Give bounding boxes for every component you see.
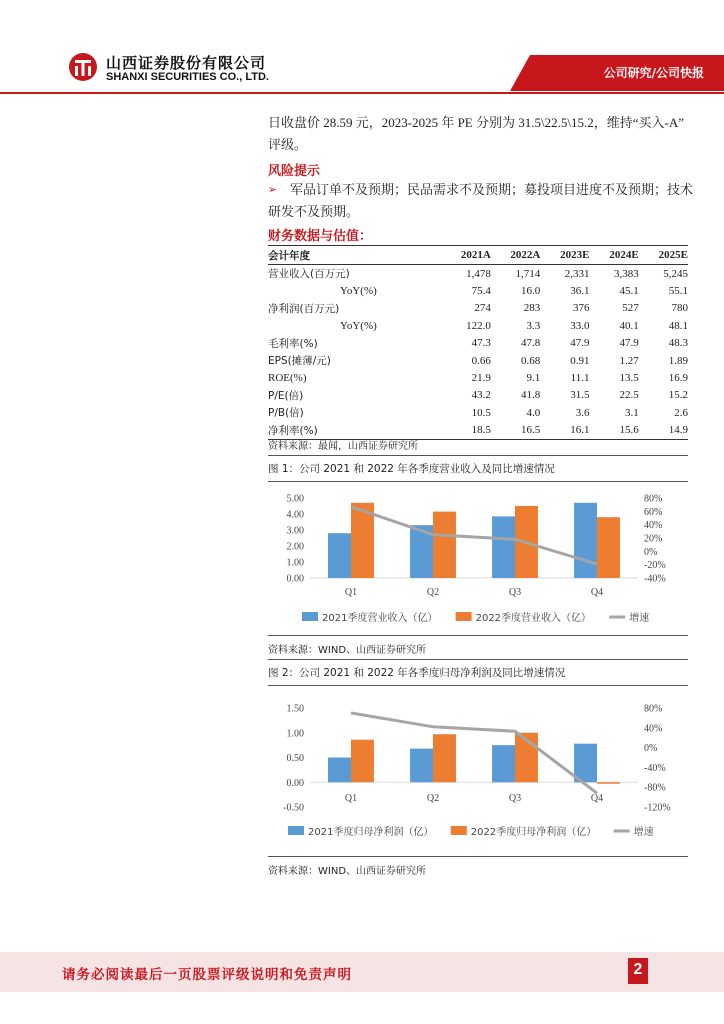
table-header-row [268,246,688,265]
figure-1-top-rule [268,455,688,456]
figure-2-source: 资料来源：WIND、山西证券研究所 [268,866,427,877]
y2-tick-label: 40% [644,520,663,532]
x-tick-label: Q2 [426,793,440,804]
y2-tick-label: -40% [644,573,666,585]
footer-disclaimer: 请务必阅读最后一页股票评级说明和免责声明 [62,967,352,983]
revenue-chart [268,485,688,635]
table-cell: 3.6 [575,406,590,419]
table-cell: 780 [671,302,688,315]
net-profit-chart [268,690,688,855]
y-tick-label: 1.00 [286,728,304,740]
column-header: 2023E [540,246,589,265]
table-row [268,282,688,299]
table-cell: 3,383 [613,267,639,280]
x-tick-label: Q4 [590,793,604,804]
table-cell: 1,714 [515,267,541,280]
legend-label: 2022季度归母净利润（亿） [470,827,597,838]
bar-mark [574,744,597,783]
figure-1-title-rule [268,481,688,482]
table-cell: 15.6 [590,422,639,440]
intro-line-2: 评级。 [268,137,308,152]
table-cell: 47.9 [570,337,590,350]
table-cell: 22.5 [619,389,639,402]
row-label: YoY(%) [340,319,377,332]
y2-tick-label: 0% [644,743,658,755]
logo-icon [68,52,98,82]
table-cell: 2,331 [564,267,590,280]
y2-tick-label: -120% [644,802,671,814]
valuation-title: 财务数据与估值： [268,229,373,244]
x-tick-label: Q1 [344,587,358,598]
y2-tick-label: 20% [644,533,663,545]
table-cell: 33.0 [570,319,590,332]
table-cell: 1.89 [668,354,688,367]
table-cell: 283 [523,302,541,315]
column-header: 2022A [491,246,540,265]
risk-title: 风险提示 [268,164,321,179]
bar-mark [433,512,456,578]
table-cell: 18.5 [441,422,490,440]
table-cell: 41.8 [521,389,541,402]
row-label: 营业收入(百万元) [268,268,350,281]
table-cell: 0.68 [521,354,541,367]
table-cell: 48.1 [668,319,688,332]
legend-swatch [302,612,318,621]
growth-point [433,534,434,535]
header-divider [0,92,724,94]
y2-tick-label: 60% [644,506,663,518]
bar-mark [492,745,515,782]
bar-mark [351,740,374,783]
figure-2-title: 图 2：公司 2021 和 2022 年各季度归母净利润及同比增速情况 [268,667,566,679]
figure-2-bottom-rule [268,856,688,857]
y2-tick-label: 0% [644,546,658,558]
risk-line-2: 研发不及预期。 [268,204,360,219]
y-tick-label: 1.00 [286,557,304,569]
y-tick-label: 1.50 [286,703,304,715]
table-cell: 274 [474,302,491,315]
x-tick-label: Q4 [590,587,604,598]
table-cell: 1,478 [466,267,491,280]
table-cell: 43.2 [471,389,491,402]
y-tick-label: -0.50 [283,802,304,814]
table-cell: 47.9 [619,337,639,350]
x-tick-label: Q3 [508,793,522,804]
column-header: 2024E [590,246,639,265]
x-tick-label: Q3 [508,587,522,598]
figure-1-title: 图 1：公司 2021 和 2022 年各季度营业收入及同比增速情况 [268,463,555,475]
growth-point [515,731,516,732]
bullet-arrow-icon: ➢ [268,184,278,196]
table-cell: 4.0 [526,406,541,419]
table-cell: 16.1 [540,422,589,440]
table-cell: 1.27 [619,354,639,367]
column-header: 2025E [639,246,688,265]
legend-label: 2021季度营业收入（亿） [322,613,438,624]
growth-line [351,507,597,564]
y2-tick-label: -80% [644,782,666,794]
table-cell: 9.1 [526,372,541,385]
table-cell: 21.9 [471,372,491,385]
growth-point [433,726,434,727]
table-row [268,335,688,352]
growth-line [351,713,597,793]
table-row [268,352,688,369]
table-row [268,387,688,404]
report-category: 公司研究/公司快报 [603,66,704,80]
column-header: 2021A [441,246,490,265]
bar-mark [410,749,433,783]
legend-label: 2021季度归母净利润（亿） [308,827,434,838]
table-cell: 0.91 [570,354,590,367]
legend-swatch [451,826,467,835]
row-label: 净利率(%) [268,422,441,440]
financial-table [268,245,688,440]
y-tick-label: 0.00 [286,573,304,585]
table-cell: 527 [622,302,639,315]
row-label: EPS(摊薄/元) [268,355,331,368]
row-label: 毛利率(%) [268,337,318,350]
column-header: 会计年度 [268,246,441,265]
y-tick-label: 0.50 [286,753,304,764]
bar-mark [574,503,597,578]
growth-point [351,712,352,713]
y2-tick-label: 80% [644,493,663,505]
table-cell: 122.0 [466,319,491,332]
figure-2-top-rule [268,659,688,660]
table-cell: 75.4 [471,285,491,298]
legend-swatch [288,826,304,835]
table-cell: 16.0 [521,285,541,298]
table-cell: 48.3 [668,337,688,350]
y-tick-label: 0.00 [286,777,304,789]
table-cell: 2.6 [674,406,688,419]
table-cell: 5,245 [663,267,688,280]
intro-line-1: 日收盘价 28.59 元，2023-2025 年 PE 分别为 31.5\22.5\15.2，维持“买入-A” [268,115,684,130]
growth-point [515,539,516,540]
table-row [268,317,688,334]
row-label: P/E(倍) [268,389,304,402]
bar-mark [328,758,351,783]
row-label: YoY(%) [340,285,377,298]
table-cell: 55.1 [668,285,688,298]
company-name-en: SHANXI SECURITIES CO., LTD. [106,71,269,83]
table-cell: 47.3 [471,337,491,350]
row-label: ROE(%) [268,372,307,385]
y2-tick-label: 40% [644,723,663,735]
table-cell: 10.5 [471,406,491,419]
y-tick-label: 3.00 [286,525,304,537]
legend-label: 增速 [633,827,654,838]
y-tick-label: 4.00 [286,509,304,521]
table-cell: 14.9 [639,422,688,440]
legend-swatch [456,612,472,621]
table-cell: 376 [573,302,590,315]
x-tick-label: Q1 [344,793,358,804]
y2-tick-label: -40% [644,762,666,774]
bar-mark [597,782,620,783]
table-row [268,265,688,283]
row-label: P/B(倍) [268,407,304,420]
bar-mark [492,516,515,578]
company-name-cn: 山西证券股份有限公司 [106,54,267,72]
growth-point [351,506,352,507]
table-cell: 11.1 [570,372,590,385]
table-cell: 13.5 [619,372,639,385]
legend-label: 增速 [629,613,650,624]
table-cell: 0.66 [471,354,491,367]
table-cell: 47.8 [521,337,541,350]
table-cell: 3.1 [624,406,639,419]
table-cell: 31.5 [570,389,590,402]
x-tick-label: Q2 [426,587,440,598]
table-cell: 16.5 [491,422,540,440]
row-label: 净利润(百万元) [268,302,340,315]
table-cell: 40.1 [619,319,639,332]
bar-mark [433,734,456,782]
table-row [268,300,688,317]
risk-line-1: 军品订单不及预期；民品需求不及预期；募投项目进度不及预期；技术 [290,182,694,197]
figure-2-title-rule [268,685,688,686]
figure-1-bottom-rule [268,635,688,636]
table-cell: 45.1 [619,285,639,298]
y2-tick-label: 80% [644,703,663,715]
table-source: 资料来源：最闻，山西证券研究所 [268,441,418,452]
bar-mark [597,517,620,578]
table-cell: 36.1 [570,285,590,298]
growth-point [597,564,598,565]
y2-tick-label: -20% [644,560,666,572]
table-row [268,369,688,386]
legend-label: 2022季度营业收入（亿） [475,613,592,624]
table-cell: 16.9 [668,372,688,385]
page-number: 2 [633,961,643,978]
table-row [268,404,688,421]
table-cell: 15.2 [668,389,688,402]
figure-1-source: 资料来源：WIND、山西证券研究所 [268,645,427,656]
y-tick-label: 2.00 [286,541,304,553]
y-tick-label: 5.00 [286,493,304,505]
table-cell: 3.3 [526,319,541,332]
bar-mark [328,533,351,578]
